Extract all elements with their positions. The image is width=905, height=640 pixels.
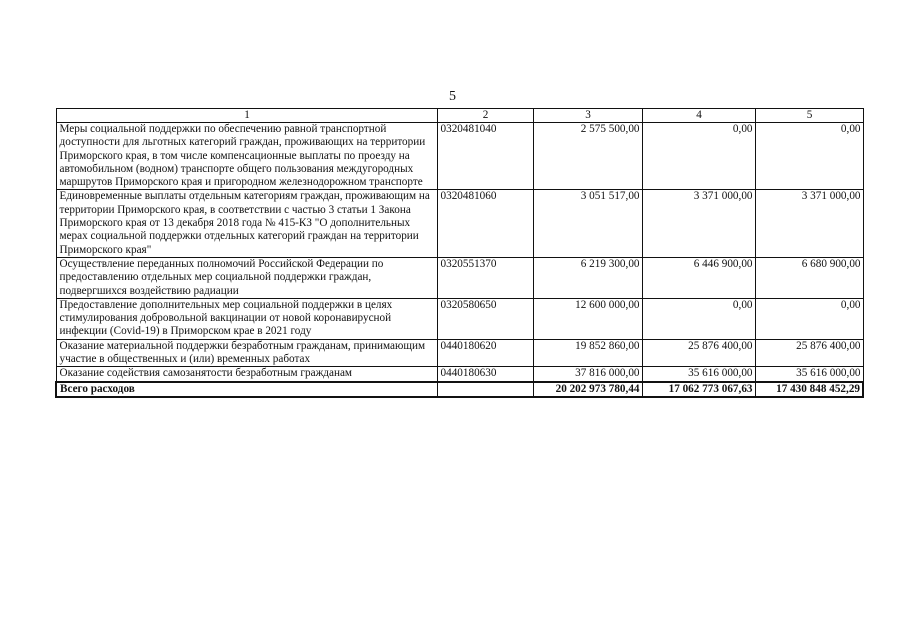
table-row [56,339,863,367]
row-code: 0320551370 [437,257,533,298]
row-value-col4: 25 876 400,00 [642,339,755,367]
row-value-col4: 0,00 [642,298,755,339]
column-header: 4 [642,109,755,123]
row-value-col5: 25 876 400,00 [755,339,863,367]
row-value-col3: 6 219 300,00 [533,257,642,298]
page-number: 5 [449,89,456,104]
row-value-col4: 0,00 [642,123,755,190]
row-value-col5: 35 616 000,00 [755,367,863,382]
table-row [56,190,863,257]
row-name: Осуществление переданных полномочий Российской Федерации по предоставлению отдельных мер социальной поддержки граждан, подвергшихся воздействию радиации [56,257,437,298]
row-value-col5: 6 680 900,00 [755,257,863,298]
table-row [56,298,863,339]
total-value-col5: 17 430 848 452,29 [755,382,863,397]
column-header: 1 [56,109,437,123]
row-name: Оказание материальной поддержки безработным гражданам, принимающим участие в общественных и (или) временных работах [56,339,437,367]
row-code: 0320580650 [437,298,533,339]
table-header-row [56,109,863,123]
budget-table [55,108,864,398]
row-value-col3: 37 816 000,00 [533,367,642,382]
row-value-col3: 12 600 000,00 [533,298,642,339]
total-code [437,382,533,397]
row-value-col5: 0,00 [755,298,863,339]
row-code: 0440180620 [437,339,533,367]
row-name: Оказание содействия самозанятости безработным гражданам [56,367,437,382]
row-value-col5: 3 371 000,00 [755,190,863,257]
table-row [56,367,863,382]
row-value-col3: 2 575 500,00 [533,123,642,190]
row-name: Предоставление дополнительных мер социальной поддержки в целях стимулирования добровольной вакцинации от новой коронавирусной инфекции (Covid-19) в Приморском крае в 2021 году [56,298,437,339]
total-value-col4: 17 062 773 067,63 [642,382,755,397]
table-row [56,257,863,298]
row-code: 0320481060 [437,190,533,257]
row-value-col5: 0,00 [755,123,863,190]
total-value-col3: 20 202 973 780,44 [533,382,642,397]
row-name: Меры социальной поддержки по обеспечению равной транспортной доступности для льготных категорий граждан, проживающих на территории Приморского края, в том числе компенсационные выплаты по проезду на автомобильном (водном) транспорте общего пользования междугородных маршрутов Приморского края и пригородном железнодорожном транспорте [56,123,437,190]
total-row [56,382,863,397]
row-value-col4: 3 371 000,00 [642,190,755,257]
row-code: 0320481040 [437,123,533,190]
column-header: 5 [755,109,863,123]
table-row [56,123,863,190]
row-value-col3: 19 852 860,00 [533,339,642,367]
row-value-col3: 3 051 517,00 [533,190,642,257]
row-value-col4: 6 446 900,00 [642,257,755,298]
column-header: 3 [533,109,642,123]
row-value-col4: 35 616 000,00 [642,367,755,382]
row-name: Единовременные выплаты отдельным категориям граждан, проживающим на территории Приморского края, в соответствии с частью 3 статьи 1 Закона Приморского края от 13 декабря 2018 года № 415-КЗ "О дополнительных мерах социальной поддержки отдельных категорий граждан на территории Приморского края" [56,190,437,257]
total-label: Всего расходов [56,382,437,397]
column-header: 2 [437,109,533,123]
row-code: 0440180630 [437,367,533,382]
